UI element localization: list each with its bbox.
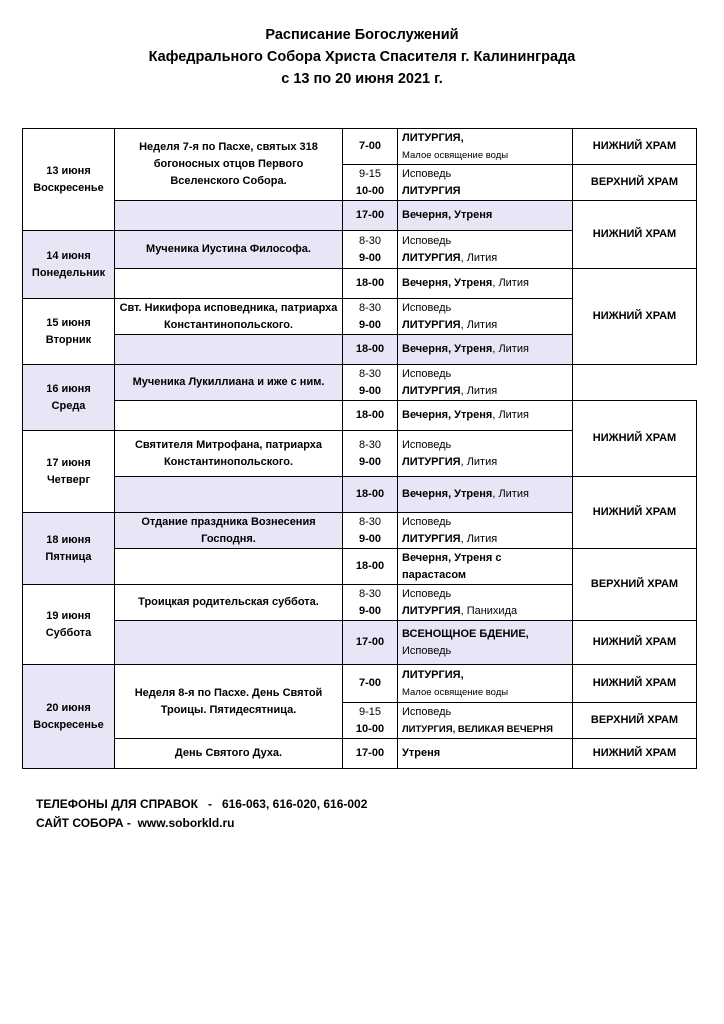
service-text: , Лития bbox=[492, 277, 529, 289]
service-text: ЛИТУРГИЯ bbox=[402, 384, 461, 397]
time-text: 8-30 bbox=[358, 234, 382, 247]
time-cell: 18-00 bbox=[343, 335, 398, 365]
time-cell bbox=[343, 165, 398, 201]
place-cell: НИЖНИЙ ХРАМ bbox=[573, 665, 697, 703]
service-text: ВСЕНОЩНОЕ БДЕНИЕ, bbox=[402, 627, 529, 640]
day-date: 19 июня bbox=[46, 609, 91, 622]
table-row bbox=[23, 201, 697, 231]
day-weekday: Суббота bbox=[45, 626, 92, 639]
service-text: Исповедь bbox=[402, 301, 452, 314]
time-text: 9-00 bbox=[358, 455, 382, 468]
service-cell bbox=[398, 269, 573, 299]
day-date: 17 июня bbox=[46, 456, 91, 469]
service-text: ЛИТУРГИЯ bbox=[402, 532, 461, 545]
time-text: 9-15 bbox=[358, 167, 382, 180]
service-text: ЛИТУРГИЯ bbox=[402, 604, 461, 617]
site-line: САЙТ СОБОРА - www.soborkld.ru bbox=[36, 816, 235, 830]
day-cell bbox=[23, 129, 115, 231]
time-text: 8-30 bbox=[358, 438, 382, 451]
feast-cell: Троицкая родительская суббота. bbox=[115, 585, 343, 621]
table-row bbox=[23, 665, 697, 703]
service-cell: Утреня bbox=[398, 739, 573, 769]
service-text: , Лития bbox=[460, 318, 498, 331]
table-row bbox=[23, 129, 697, 165]
day-date: 13 июня bbox=[46, 164, 91, 177]
service-cell bbox=[398, 585, 573, 621]
feast-cell-empty bbox=[115, 549, 343, 585]
service-text: Вечерня, Утреня bbox=[402, 343, 493, 355]
service-cell bbox=[398, 431, 573, 477]
footer bbox=[36, 795, 367, 833]
time-cell: 7-00 bbox=[343, 665, 398, 703]
service-cell bbox=[398, 299, 573, 335]
service-text: , Лития bbox=[460, 251, 498, 264]
service-text: ЛИТУРГИЯ bbox=[402, 184, 461, 197]
service-cell bbox=[398, 477, 573, 513]
table-row bbox=[23, 477, 697, 513]
table-row bbox=[23, 365, 697, 401]
table-row bbox=[23, 549, 697, 585]
place-cell: НИЖНИЙ ХРАМ bbox=[573, 621, 697, 665]
time-cell bbox=[343, 703, 398, 739]
service-cell bbox=[398, 513, 573, 549]
time-cell bbox=[343, 513, 398, 549]
service-text: Исповедь bbox=[402, 367, 452, 380]
service-text: ЛИТУРГИЯ bbox=[402, 318, 461, 331]
time-text: 10-00 bbox=[355, 722, 385, 735]
service-text: Вечерня, Утреня bbox=[402, 277, 493, 289]
day-cell bbox=[23, 231, 115, 299]
time-cell bbox=[343, 585, 398, 621]
service-text: ЛИТУРГИЯ bbox=[402, 251, 461, 264]
service-cell: Вечерня, Утреня bbox=[398, 201, 573, 231]
feast-cell: Мученика Иустина Философа. bbox=[115, 231, 343, 269]
time-cell bbox=[343, 365, 398, 401]
feast-cell-empty bbox=[115, 477, 343, 513]
day-cell bbox=[23, 585, 115, 665]
service-cell bbox=[398, 621, 573, 665]
service-text: ЛИТУРГИЯ, ВЕЛИКАЯ ВЕЧЕРНЯ bbox=[402, 723, 553, 735]
feast-cell-empty bbox=[115, 201, 343, 231]
service-cell bbox=[398, 335, 573, 365]
service-cell: Вечерня, Утреня с парастасом bbox=[398, 549, 573, 585]
service-text: Исповедь bbox=[402, 167, 452, 180]
time-text: 9-00 bbox=[358, 604, 382, 617]
service-text: , Лития bbox=[460, 532, 498, 545]
day-cell bbox=[23, 513, 115, 585]
table-row bbox=[23, 269, 697, 299]
time-text: 8-30 bbox=[358, 587, 382, 600]
time-text: 8-30 bbox=[358, 367, 382, 380]
feast-cell: Свт. Никифора исповедника, патриарха Константинопольского. bbox=[115, 299, 343, 335]
table-row bbox=[23, 621, 697, 665]
time-cell: 18-00 bbox=[343, 549, 398, 585]
day-cell bbox=[23, 299, 115, 365]
feast-cell: Отдание праздника Вознесения Господня. bbox=[115, 513, 343, 549]
feast-cell-empty bbox=[115, 401, 343, 431]
day-weekday: Пятница bbox=[45, 550, 92, 563]
day-date: 15 июня bbox=[46, 316, 91, 329]
day-weekday: Воскресенье bbox=[33, 718, 104, 731]
service-text: Вечерня, Утреня bbox=[402, 409, 493, 421]
time-text: 9-00 bbox=[358, 318, 382, 331]
place-cell: НИЖНИЙ ХРАМ bbox=[573, 129, 697, 165]
feast-cell: Святителя Митрофана, патриарха Константинопольского. bbox=[115, 431, 343, 477]
service-text: , Панихида bbox=[460, 604, 518, 617]
service-text: Малое освящение воды bbox=[402, 149, 509, 161]
day-date: 20 июня bbox=[46, 701, 91, 714]
service-cell bbox=[398, 231, 573, 269]
service-cell bbox=[398, 703, 573, 739]
title-line-2: Кафедрального Собора Христа Спасителя г. Калининграда bbox=[148, 49, 576, 65]
feast-cell: День Святого Духа. bbox=[115, 739, 343, 769]
title-line-1: Расписание Богослужений bbox=[265, 27, 459, 43]
time-cell: 18-00 bbox=[343, 401, 398, 431]
page-title bbox=[0, 24, 724, 90]
service-cell bbox=[398, 365, 573, 401]
feast-cell: Мученика Лукиллиана и иже с ним. bbox=[115, 365, 343, 401]
time-cell bbox=[343, 299, 398, 335]
service-text: Исповедь bbox=[402, 587, 452, 600]
service-text: Исповедь bbox=[402, 515, 452, 528]
place-cell: ВЕРХНИЙ ХРАМ bbox=[573, 549, 697, 621]
feast-cell: Неделя 7-я по Пасхе, святых 318 богоносных отцов Первого Вселенского Собора. bbox=[115, 129, 343, 201]
place-cell: НИЖНИЙ ХРАМ bbox=[573, 201, 697, 269]
time-cell bbox=[343, 231, 398, 269]
day-date: 14 июня bbox=[46, 249, 91, 262]
service-cell bbox=[398, 129, 573, 165]
place-cell: НИЖНИЙ ХРАМ bbox=[573, 269, 697, 365]
time-text: 8-30 bbox=[358, 301, 382, 314]
service-text: Исповедь bbox=[402, 644, 452, 657]
place-cell: ВЕРХНИЙ ХРАМ bbox=[573, 703, 697, 739]
phones-line: ТЕЛЕФОНЫ ДЛЯ СПРАВОК - 616-063, 616-020, 616-002 bbox=[36, 797, 368, 811]
service-text: ЛИТУРГИЯ bbox=[402, 455, 461, 468]
schedule-table bbox=[22, 128, 697, 769]
service-text: Исповедь bbox=[402, 438, 452, 451]
time-cell: 18-00 bbox=[343, 477, 398, 513]
time-text: 9-00 bbox=[358, 384, 382, 397]
day-weekday: Понедельник bbox=[31, 266, 106, 279]
service-text: , Лития bbox=[492, 409, 529, 421]
day-weekday: Среда bbox=[51, 399, 86, 412]
time-text: 9-15 bbox=[358, 705, 382, 718]
time-text: 9-00 bbox=[358, 251, 382, 264]
service-text: , Лития bbox=[460, 384, 498, 397]
time-cell: 7-00 bbox=[343, 129, 398, 165]
time-cell: 17-00 bbox=[343, 739, 398, 769]
time-text: 9-00 bbox=[358, 532, 382, 545]
service-text: ЛИТУРГИЯ, bbox=[402, 668, 464, 681]
day-cell bbox=[23, 365, 115, 431]
feast-cell: Неделя 8-я по Пасхе. День Святой Троицы. Пятидесятница. bbox=[115, 665, 343, 739]
title-line-3: с 13 по 20 июня 2021 г. bbox=[281, 71, 443, 87]
time-cell bbox=[343, 431, 398, 477]
service-cell bbox=[398, 665, 573, 703]
table-row bbox=[23, 739, 697, 769]
day-weekday: Четверг bbox=[46, 473, 91, 486]
day-date: 18 июня bbox=[46, 533, 91, 546]
place-cell: НИЖНИЙ ХРАМ bbox=[573, 739, 697, 769]
service-cell bbox=[398, 165, 573, 201]
day-weekday: Воскресенье bbox=[33, 181, 104, 194]
place-cell: НИЖНИЙ ХРАМ bbox=[573, 477, 697, 549]
time-text: 8-30 bbox=[358, 515, 382, 528]
day-cell bbox=[23, 431, 115, 513]
service-text: Исповедь bbox=[402, 234, 452, 247]
day-weekday: Вторник bbox=[45, 333, 92, 346]
table-row bbox=[23, 401, 697, 431]
day-cell bbox=[23, 665, 115, 769]
time-text: 10-00 bbox=[355, 184, 385, 197]
time-cell: 17-00 bbox=[343, 201, 398, 231]
time-cell: 18-00 bbox=[343, 269, 398, 299]
service-text: Вечерня, Утреня bbox=[402, 488, 493, 500]
service-text: ЛИТУРГИЯ, bbox=[402, 131, 464, 144]
service-text: Малое освящение воды bbox=[402, 686, 509, 698]
feast-cell-empty bbox=[115, 621, 343, 665]
service-text: , Лития bbox=[492, 488, 529, 500]
day-date: 16 июня bbox=[46, 382, 91, 395]
service-text: Исповедь bbox=[402, 705, 452, 718]
feast-cell-empty bbox=[115, 335, 343, 365]
feast-cell-empty bbox=[115, 269, 343, 299]
time-cell: 17-00 bbox=[343, 621, 398, 665]
place-cell: ВЕРХНИЙ ХРАМ bbox=[573, 165, 697, 201]
service-text: , Лития bbox=[492, 343, 529, 355]
service-text: , Лития bbox=[460, 455, 498, 468]
place-cell: НИЖНИЙ ХРАМ bbox=[573, 401, 697, 477]
service-cell bbox=[398, 401, 573, 431]
